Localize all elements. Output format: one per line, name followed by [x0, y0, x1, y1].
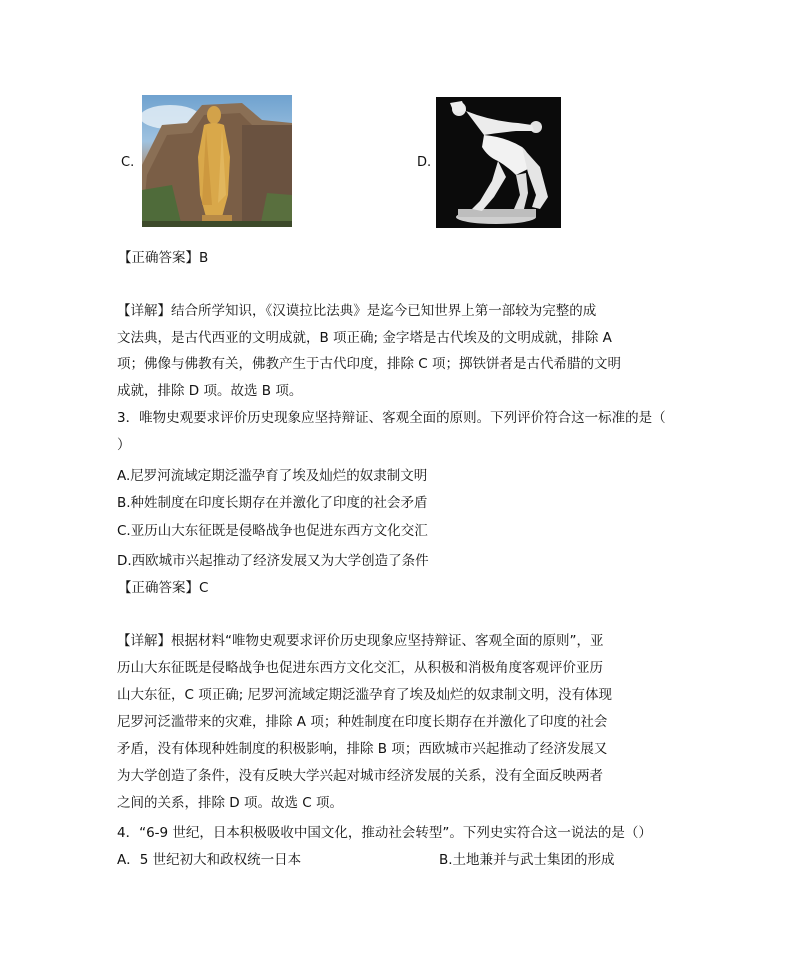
q3-option-d: D.西欧城市兴起推动了经济发展又为大学创造了条件 — [117, 553, 429, 569]
q3-option-a: A.尼罗河流域定期泛滥孕育了埃及灿烂的奴隶制文明 — [117, 468, 428, 484]
discus-thrower-statue-photo — [436, 97, 561, 228]
buddha-statue-photo — [142, 95, 292, 227]
q3-explain-line-3: 山大东征，C 项正确; 尼罗河流域定期泛滥孕育了埃及灿烂的奴隶制文明，没有体现 — [117, 687, 613, 703]
q4-option-a: A．5 世纪初大和政权统一日本 — [117, 852, 302, 868]
q2-explain-line-1: 【详解】结合所学知识，《汉谟拉比法典》是迄今已知世界上第一部较为完整的成 — [117, 303, 597, 319]
q3-explain-line-6: 为大学创造了条件，没有反映大学兴起对城市经济发展的关系，没有全面反映两者 — [117, 768, 603, 784]
option-c-label: C. — [121, 155, 135, 170]
q2-explain-line-2: 文法典，是古代西亚的文明成就，B 项正确; 金字塔是古代埃及的文明成就，排除 A — [117, 330, 612, 346]
q3-answer: 【正确答案】C — [118, 580, 209, 596]
q3-explain-line-4: 尼罗河泛滥带来的灾难，排除 A 项；种姓制度在印度长期存在并激化了印度的社会 — [117, 714, 608, 730]
buddha-statue-image — [142, 95, 292, 227]
q2-explain-line-3: 项；佛像与佛教有关，佛教产生于古代印度，排除 C 项；掷铁饼者是古代希腊的文明 — [117, 356, 622, 372]
q4-stem: 4．“6-9 世纪，日本积极吸收中国文化，推动社会转型”。下列史实符合这一说法的是（） — [117, 825, 652, 841]
q3-explain-line-2: 历山大东征既是侵略战争也促进东西方文化交汇，从积极和消极角度客观评价亚历 — [117, 660, 603, 676]
q3-explain-line-1: 【详解】根据材料“唯物史观要求评价历史现象应坚持辩证、客观全面的原则”，亚 — [117, 633, 604, 649]
q3-option-c: C.亚历山大东征既是侵略战争也促进东西方文化交汇 — [117, 523, 428, 539]
q4-option-b: B.土地兼并与武士集团的形成 — [439, 852, 615, 868]
q2-explain-line-4: 成就，排除 D 项。故选 B 项。 — [117, 383, 303, 399]
option-d-label: D. — [417, 155, 432, 170]
q3-explain-line-7: 之间的关系，排除 D 项。故选 C 项。 — [117, 795, 343, 811]
discus-thrower-image — [436, 97, 561, 228]
q3-explain-line-5: 矛盾，没有体现种姓制度的积极影响，排除 B 项；西欧城市兴起推动了经济发展又 — [117, 741, 608, 757]
q3-stem-line-1: 3．唯物史观要求评价历史现象应坚持辩证、客观全面的原则。下列评价符合这一标准的是（ — [117, 410, 666, 426]
q3-stem-line-2: ） — [117, 437, 131, 453]
q3-option-b: B.种姓制度在印度长期存在并激化了印度的社会矛盾 — [117, 495, 428, 511]
q2-answer: 【正确答案】B — [118, 250, 209, 266]
